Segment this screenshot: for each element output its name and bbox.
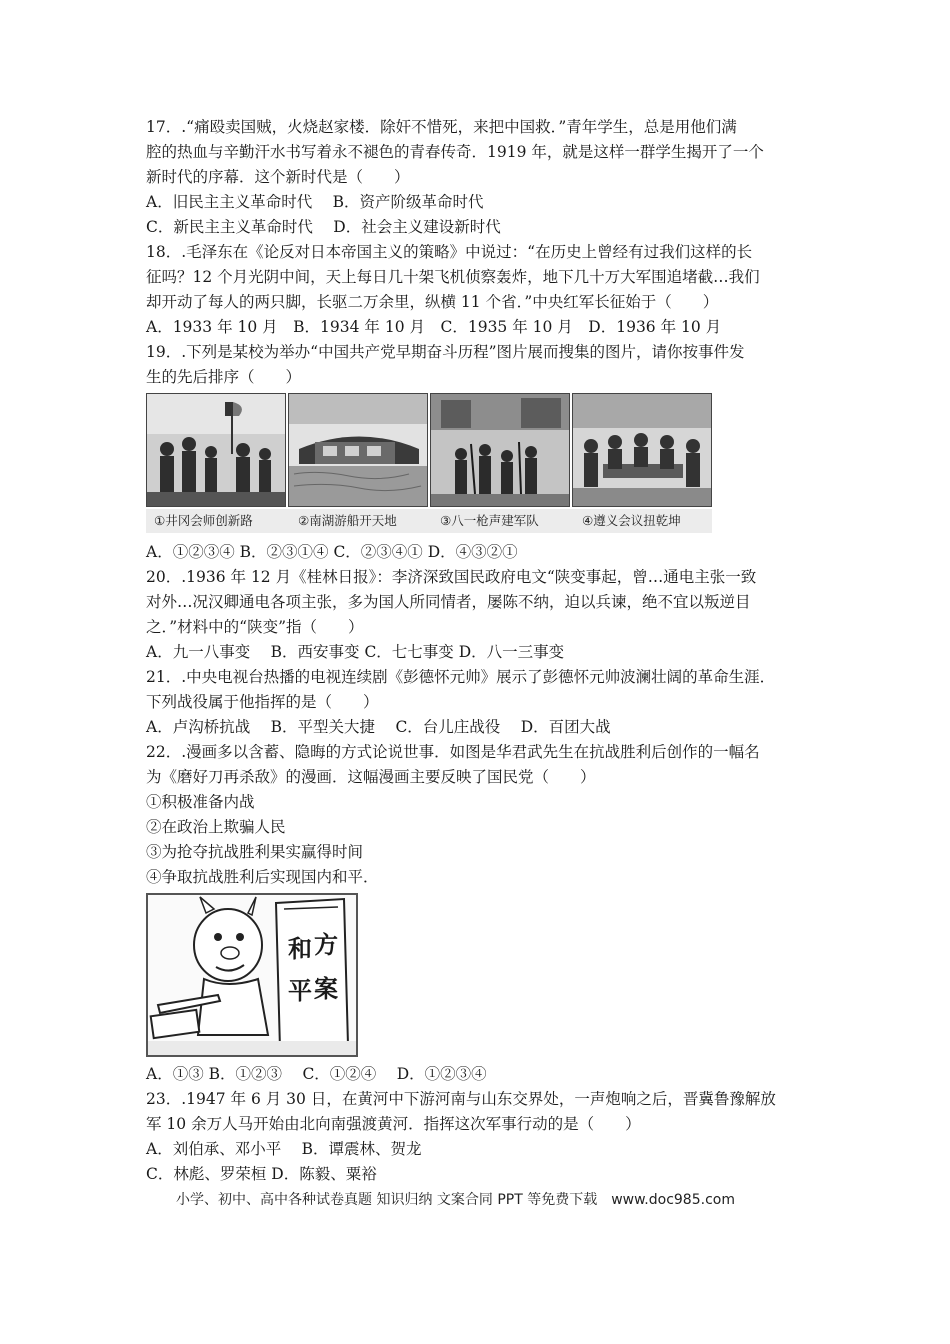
svg-text:方: 方 [314,930,338,959]
q20-options-line: A．九一八事变 B．西安事变 C．七七事变 D．八一三事变 [146,643,565,661]
q22-stem-line-2: 为《磨好刀再杀敌》的漫画．这幅漫画主要反映了国民党（ ） [146,768,596,786]
photo-caption-4: ④遵义会议扭乾坤 [582,513,681,528]
boat-photo [288,393,428,507]
q17-options-line-2: C．新民主主义革命时代 D．社会主义建设新时代 [146,218,501,236]
q19-caption-row [146,509,712,533]
svg-text:平: 平 [288,976,312,1005]
q21-options-line: A．卢沟桥抗战 B．平型关大捷 C．台儿庄战役 D．百团大战 [146,718,611,736]
q18-stem-line-3: 却开动了每人的两只脚，长驱二万余里，纵横 11 个省．”中央红军长征始于（ ） [146,293,719,311]
q17-stem-line-3: 新时代的序幕．这个新时代是（ ） [146,168,410,186]
q19-photo-strip [146,393,712,537]
q18-stem-line-1: 18．.毛泽东在《论反对日本帝国主义的策略》中说过：“在历史上曾经有过我们这样的长 [146,243,753,261]
q17-stem-line-1: 17．.“痛殴卖国贼，火烧赵家楼．除奸不惜死，来把中国救．”青年学生，总是用他们满 [146,118,737,136]
q23-stem-line-1: 23．.1947 年 6 月 30 日，在黄河中下游河南与山东交界处，一声炮响之后，晋冀鲁豫解放 [146,1090,776,1108]
q21-stem-line-1: 21．.中央电视台热播的电视连续剧《彭德怀元帅》展示了彭德怀元帅波澜壮阔的革命生涯． [146,668,776,686]
q19-stem-line-2: 生的先后排序（ ） [146,368,302,386]
q17-stem-line-2: 腔的热血与辛勤汗水书写着永不褪色的青春传奇．1919 年，就是这样一群学生揭开了一个 [146,143,764,161]
q23-options-line-1: A．刘伯承、邓小平 B．谭震林、贺龙 [146,1140,422,1158]
cartoon-image [146,893,358,1057]
q18-options-line: A．1933 年 10 月 B．1934 年 10 月 C．1935 年 10 月 D．1936 年 10 月 [146,318,722,336]
q22-item-4: ④争取抗战胜利后实现国内和平． [146,868,379,886]
q23-options-line-2: C．林彪、罗荣桓 D．陈毅、粟裕 [146,1165,377,1183]
q23-stem-line-2: 军 10 余万人马开始由北向南强渡黄河．指挥这次军事行动的是（ ） [146,1115,641,1133]
soldiers-photo [430,393,570,507]
q18-stem-line-2: 征吗？12 个月光阴中间，天上每日几十架飞机侦察轰炸，地下几十万大军围追堵截…我们 [146,268,760,286]
q19-options-line: A．①②③④ B．②③①④ C．②③④① D．④③②① [146,543,518,561]
q22-options-line: A．①③ B．①②③ C．①②④ D．①②③④ [146,1065,487,1083]
svg-text:和: 和 [288,934,312,963]
svg-text:案: 案 [314,974,338,1003]
q20-stem-line-3: 之．”材料中的“陕变”指（ ） [146,618,364,636]
q19-stem-line-1: 19．.下列是某校为举办“中国共产党早期奋斗历程”图片展而搜集的图片，请你按事件发 [146,343,745,361]
photo-caption-2: ②南湖游船开天地 [298,513,397,528]
photo-caption-3: ③八一枪声建军队 [440,513,539,528]
q20-stem-line-1: 20．.1936 年 12 月《桂林日报》：李济深致国民政府电文“陕变事起，曾…通电主张一致 [146,568,757,586]
q17-options-line-1: A．旧民主主义革命时代 B．资产阶级革命时代 [146,193,484,211]
page-footer: 小学、初中、高中各种试卷真题 知识归纳 文案合同 PPT 等免费下载 www.doc985.com [176,1192,735,1208]
q22-item-3: ③为抢夺抗战胜利果实赢得时间 [146,843,364,861]
photo-caption-1: ①井冈会师创新路 [154,513,253,528]
meeting-photo [572,393,712,507]
q21-stem-line-2: 下列战役属于他指挥的是（ ） [146,693,379,711]
crowd-photo [146,393,286,507]
q20-stem-line-2: 对外…况汉卿通电各项主张，多为国人所同情者，屡陈不纳，迫以兵谏，绝不宜以叛逆目 [146,593,751,611]
q22-item-1: ①积极准备内战 [146,793,255,811]
q22-stem-line-1: 22．.漫画多以含蓄、隐晦的方式论说世事．如图是华君武先生在抗战胜利后创作的一幅名 [146,743,760,761]
q22-item-2: ②在政治上欺骗人民 [146,818,286,836]
